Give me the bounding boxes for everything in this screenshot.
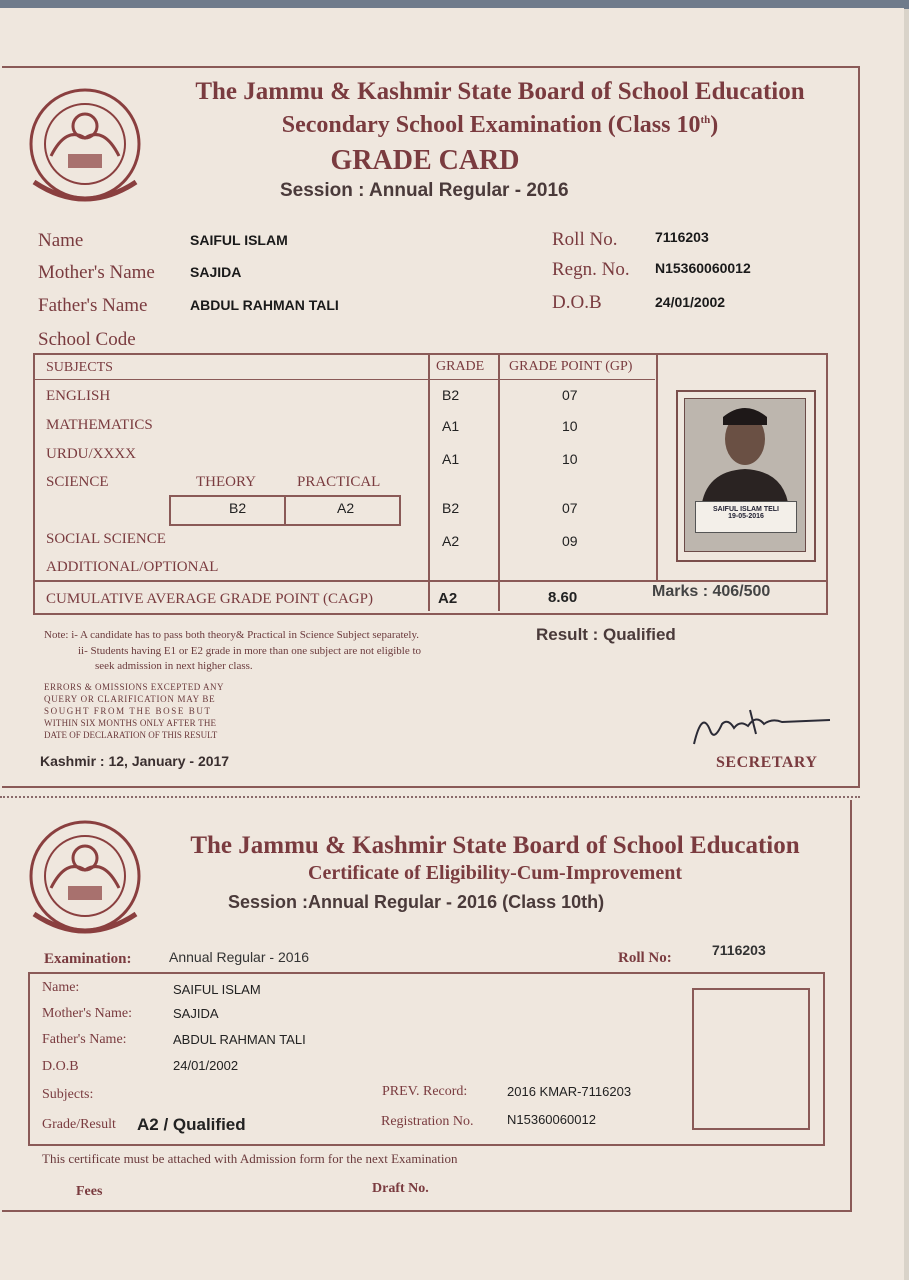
secretary-label: SECRETARY [716,754,818,771]
name-value: SAIFUL ISLAM [190,232,288,248]
exam-label: Examination: [44,951,132,967]
row-subject: SCIENCE [46,474,109,490]
board-seal-icon [26,818,144,938]
father-label: Father's Name [38,295,148,316]
cut-line [0,796,860,798]
row-subject: URDU/XXXX [46,446,136,462]
science-theory-grade: B2 [229,500,247,516]
col-grade-point: GRADE POINT (GP) [509,359,633,374]
note-line-2: ii- Students having E1 or E2 grade in more than one subject are not eligible to [78,645,422,657]
science-practical-label: PRACTICAL [297,474,381,490]
cagp-grade: A2 [438,590,458,607]
result-status: Result : Qualified [536,625,676,644]
row-grade: A1 [442,451,460,467]
col-subjects: SUBJECTS [46,360,113,375]
regn-value: N15360060012 [655,260,751,276]
cert-session: Session :Annual Regular - 2016 (Class 10th) [228,892,605,912]
registration-label: Registration No. [381,1114,474,1129]
dob-value: 24/01/2002 [655,294,726,310]
row-gp: 09 [562,533,578,549]
cert-grade-label: Grade/Result [42,1117,116,1132]
note-line-1: Note: i- A candidate has to pass both theory& Practical in Science Subject separately. [44,629,420,641]
cert-board-title: The Jammu & Kashmir State Board of School Education [190,832,800,859]
row-grade: B2 [442,387,460,403]
photo-caption-name: SAIFUL ISLAM TELI [713,506,779,513]
row-gp: 10 [562,451,578,467]
place-date: Kashmir : 12, January - 2017 [40,753,230,769]
science-theory-label: THEORY [196,474,256,490]
father-value: ABDUL RAHMAN TALI [190,297,339,313]
cert-dob-label: D.O.B [42,1059,79,1074]
row-subject: MATHEMATICS [46,417,153,433]
marks-total: Marks : 406/500 [652,583,771,600]
exam-title-end: ) [710,112,719,138]
mother-label: Mother's Name [38,262,155,283]
photo-image [684,398,806,552]
student-photo [676,390,816,562]
prev-record-label: PREV. Record: [382,1084,468,1099]
science-practical-grade: A2 [337,500,355,516]
exam-value: Annual Regular - 2016 [169,949,310,965]
prev-record-value: 2016 KMAR-7116203 [507,1084,632,1099]
dob-label: D.O.B [552,292,602,313]
school-code-label: School Code [38,329,136,350]
cert-father-value: ABDUL RAHMAN TALI [173,1032,306,1047]
exam-title [160,112,840,139]
row-grade: A1 [442,418,460,434]
roll-value: 7116203 [655,229,709,245]
regn-label: Regn. No. [552,259,630,280]
photo-placeholder [692,988,810,1130]
row-gp: 07 [562,500,578,516]
row-grade: A2 [442,533,460,549]
session-label: Session : Annual Regular - 2016 [280,180,569,201]
photo-caption-date: 19-05-2016 [728,513,764,520]
photo-caption-card [695,501,797,533]
cert-subjects-label: Subjects: [42,1087,94,1102]
row-subject: SOCIAL SCIENCE [46,531,166,547]
cert-roll-label: Roll No: [618,950,672,966]
row-gp: 10 [562,418,578,434]
errors-line-5: DATE OF DECLARATION OF THIS RESULT [44,730,218,740]
row-subject: ENGLISH [46,388,111,404]
cert-mother-label: Mother's Name: [42,1006,133,1021]
cert-grade-value: A2 / Qualified [137,1115,246,1134]
cagp-value: 8.60 [548,589,578,606]
draft-label: Draft No. [372,1181,429,1196]
name-label: Name [38,230,84,251]
person-silhouette-icon [685,399,805,509]
registration-value: N15360060012 [507,1112,596,1127]
row-grade: B2 [442,500,460,516]
mother-value: SAJIDA [190,264,242,280]
errors-line-2: QUERY OR CLARIFICATION MAY BE [44,694,216,704]
cert-title: Certificate of Eligibility-Cum-Improvement [308,862,682,884]
board-seal-icon [26,86,144,206]
row-subject: ADDITIONAL/OPTIONAL [46,559,219,575]
cert-name-value: SAIFUL ISLAM [173,982,261,997]
exam-title-text: Secondary School Examination (Class 10 [281,112,701,138]
fees-label: Fees [76,1184,103,1199]
cagp-label: CUMULATIVE AVERAGE GRADE POINT (CAGP) [46,591,373,607]
board-title: The Jammu & Kashmir State Board of School Education [195,78,805,105]
col-grade: GRADE [436,359,485,374]
errors-line-3: SOUGHT FROM THE BOSE BUT [44,706,212,716]
roll-label: Roll No. [552,229,618,250]
row-gp: 07 [562,387,578,403]
cert-name-label: Name: [42,980,80,995]
exam-title-sup: th [700,114,711,126]
cert-dob-value: 24/01/2002 [173,1058,239,1073]
cert-roll-value: 7116203 [712,942,766,958]
errors-line-4: WITHIN SIX MONTHS ONLY AFTER THE [44,718,217,728]
attach-note: This certificate must be attached with Admission form for the next Examination [42,1151,458,1166]
cert-father-label: Father's Name: [42,1032,127,1047]
cert-mother-value: SAJIDA [173,1006,219,1021]
note-line-3: seek admission in next higher class. [95,660,253,672]
card-title: GRADE CARD [330,145,520,176]
secretary-signature-icon [690,700,840,752]
errors-line-1: ERRORS & OMISSIONS EXCEPTED ANY [44,682,225,692]
